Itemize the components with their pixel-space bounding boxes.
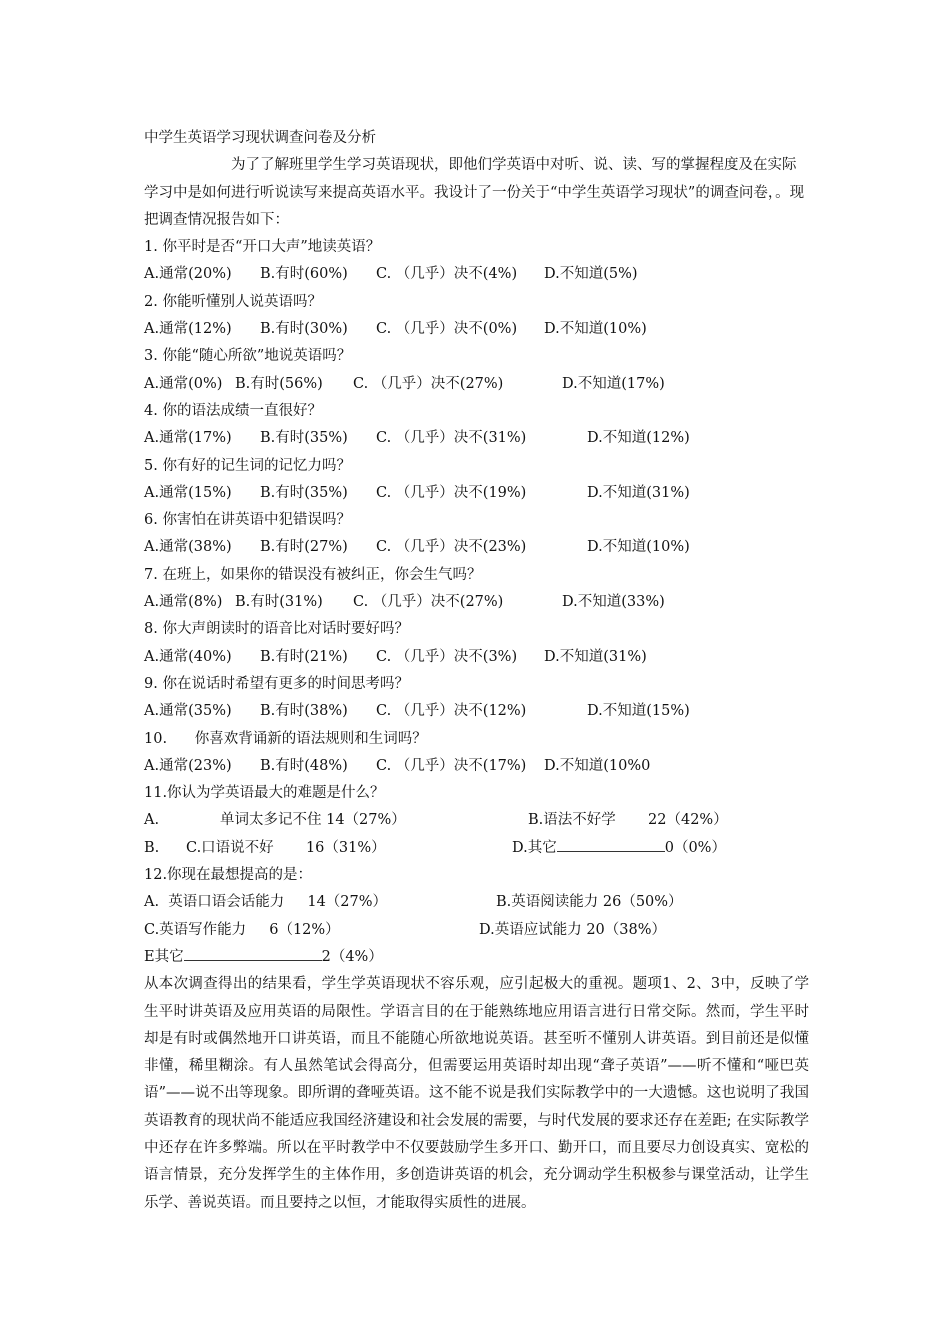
- option-b: B.有时(38%): [260, 703, 348, 720]
- option-c: C.英语写作能力 6（12%）: [144, 921, 340, 938]
- option-a: A.通常(40%): [144, 648, 232, 665]
- options-12-row1: [144, 889, 809, 916]
- option-c: C. （几乎）决不(31%): [376, 430, 527, 447]
- option-c: C. （几乎）决不(12%): [376, 703, 527, 720]
- options-2: [144, 316, 809, 343]
- option-b: B.有时(21%): [260, 648, 348, 665]
- option-d: D.不知道(10%): [544, 321, 647, 338]
- option-a: A.通常(23%): [144, 757, 232, 774]
- option-b: B.有时(56%): [235, 375, 323, 392]
- option-d: D.不知道(10%0: [544, 757, 651, 774]
- options-9: [144, 698, 809, 725]
- options-8: [144, 644, 809, 671]
- options-6: [144, 534, 809, 561]
- option-a: A.通常(8%): [144, 594, 223, 611]
- options-7: [144, 589, 809, 616]
- option-a: A.通常(35%): [144, 703, 232, 720]
- question-4: 4. 你的语法成绩一直很好？: [144, 402, 322, 419]
- option-c: C. （几乎）决不(4%): [376, 266, 518, 283]
- question-12: 12.你现在最想提高的是：: [144, 867, 313, 884]
- options-11-row1: [144, 807, 809, 834]
- options-10: [144, 753, 809, 780]
- option-d: D.英语应试能力 20（38%）: [479, 921, 667, 938]
- option-a: A.通常(38%): [144, 539, 232, 556]
- options-4: [144, 425, 809, 452]
- option-a: A.通常(0%): [144, 375, 223, 392]
- option-d: D.不知道(15%): [587, 703, 690, 720]
- option-c: C.口语说不好 16（31%）: [186, 839, 386, 856]
- question-9: 9. 你在说话时希望有更多的时间思考吗？: [144, 675, 409, 692]
- option-b: B.英语阅读能力 26（50%）: [496, 894, 683, 911]
- option-a: A.通常(15%): [144, 484, 232, 501]
- summary-paragraph: 从本次调查得出的结果看，学生学英语现状不容乐观，应引起极大的重视。题项1、2、3中，反映了学生平时讲英语及应用英语的局限性。学语言目的在于能熟练地应用语言进行日常交际。然而，学生平时却是有时或偶然地开口讲英语，而且不能随心所欲地说英语。甚至听不懂别人讲英语。到目前还是似懂非懂，稀里糊涂。有人虽然笔试会得高分，但需要运用英语时却出现“聋子英语”——听不懂和“哑巴英语”——说不出等现象。即所谓的聋哑英语。这不能不说是我们实际教学中的一大遗憾。这也说明了我国英语教育的现状尚不能适应我国经济建设和社会发展的需要，与时代发展的要求还存在差距; 在实际教学中还存在许多弊端。所以在平时教学中不仅要鼓励学生多开口、勤开口，而且要尽力创设真实、宽松的语言情景，充分发挥学生的主体作用，多创造讲英语的机会，充分调动学生积极参与课堂活动，让学生乐学、善说英语。而且要持之以恒，才能取得实质性的进展。: [144, 976, 809, 1211]
- question-6: 6. 你害怕在讲英语中犯错误吗？: [144, 512, 351, 529]
- intro-paragraph: 为了了解班里学生学习英语现状，即他们学英语中对听、说、读、写的掌握程度及在实际学习中是如何进行听说读写来提高英语水平。我设计了一份关于“中学生英语学习现状”的调查问卷，。现把调查情况报告如下：: [144, 157, 805, 228]
- option-a: A.通常(17%): [144, 430, 232, 447]
- option-a: A.通常(20%): [144, 266, 232, 283]
- option-d: [512, 835, 726, 862]
- question-3: 3. 你能“随心所欲”地说英语吗？: [144, 348, 352, 365]
- option-d: D.不知道(5%): [544, 266, 638, 283]
- question-10: 10. 你喜欢背诵新的语法规则和生词吗？: [144, 730, 427, 747]
- option-e: [144, 944, 809, 971]
- option-b: B.有时(31%): [235, 594, 323, 611]
- options-1: [144, 261, 809, 288]
- question-7: 7. 在班上，如果你的错误没有被纠正，你会生气吗？: [144, 566, 482, 583]
- option-e-value: 2（4%）: [321, 948, 383, 965]
- question-5: 5. 你有好的记生词的记忆力吗？: [144, 457, 351, 474]
- option-d: D.不知道(31%): [544, 648, 647, 665]
- option-c: C. （几乎）决不(27%): [353, 594, 504, 611]
- option-b: B.有时(60%): [260, 266, 348, 283]
- option-a-label: A.: [144, 812, 160, 829]
- fill-in-blank: [557, 835, 665, 852]
- question-2: 2. 你能听懂别人说英语吗？: [144, 293, 322, 310]
- option-b-label: B.: [144, 839, 160, 856]
- option-b: B.语法不好学 22（42%）: [528, 812, 728, 829]
- option-b: B.有时(27%): [260, 539, 348, 556]
- option-b: B.有时(30%): [260, 321, 348, 338]
- option-c: C. （几乎）决不(19%): [376, 484, 527, 501]
- option-c: C. （几乎）决不(17%): [376, 757, 527, 774]
- options-3: [144, 371, 809, 398]
- option-d: D.不知道(10%): [587, 539, 690, 556]
- option-c: C. （几乎）决不(23%): [376, 539, 527, 556]
- option-c: C. （几乎）决不(3%): [376, 648, 518, 665]
- question-11: 11.你认为学英语最大的难题是什么？: [144, 785, 385, 802]
- question-1: 1. 你平时是否“开口大声”地读英语？: [144, 239, 381, 256]
- option-c: C. （几乎）决不(27%): [353, 375, 504, 392]
- option-b: B.有时(48%): [260, 757, 348, 774]
- option-b: B.有时(35%): [260, 484, 348, 501]
- document-page: [144, 125, 809, 1217]
- option-a: 单词太多记不住 14（27%）: [220, 812, 406, 829]
- options-11-row2: [144, 835, 809, 862]
- option-b: B.有时(35%): [260, 430, 348, 447]
- option-c: C. （几乎）决不(0%): [376, 321, 518, 338]
- fill-in-blank: [184, 944, 322, 961]
- option-a: A. 英语口语会话能力 14（27%）: [144, 894, 388, 911]
- option-d-value: 0（0%）: [664, 839, 726, 856]
- option-e-label: E其它: [144, 948, 184, 965]
- options-12-row2: [144, 917, 809, 944]
- document-title: 中学生英语学习现状调查问卷及分析: [144, 130, 376, 146]
- option-d: D.不知道(33%): [562, 594, 665, 611]
- option-d: D.不知道(12%): [587, 430, 690, 447]
- option-d: D.不知道(31%): [587, 484, 690, 501]
- option-d-label: D.其它: [512, 839, 557, 856]
- option-a: A.通常(12%): [144, 321, 232, 338]
- options-5: [144, 480, 809, 507]
- option-d: D.不知道(17%): [562, 375, 665, 392]
- question-8: 8. 你大声朗读时的语音比对话时要好吗？: [144, 621, 409, 638]
